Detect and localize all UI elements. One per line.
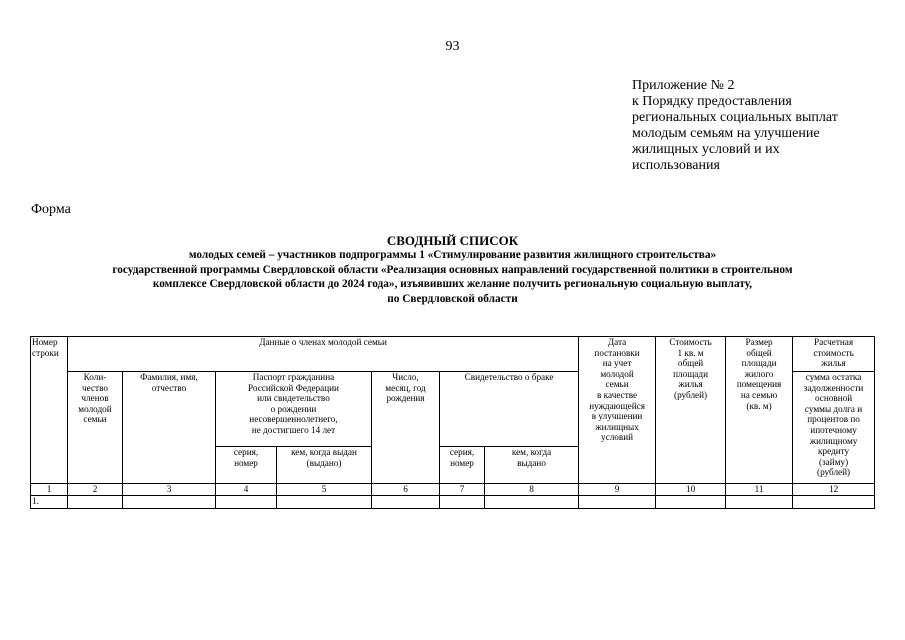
area-size-header: Размер общей площади жилого помещения на семью (кв. м) (726, 337, 793, 484)
column-number: 9 (579, 484, 656, 496)
table-cell (656, 496, 726, 509)
passport-header: Паспорт гражданина Российской Федерации или свидетельство о рождении несовершеннолетнего, не достигшего 14 лет (216, 372, 372, 447)
appendix-line: жилищных условий и их (632, 142, 780, 157)
appendix-line: региональных социальных выплат (632, 110, 838, 125)
table-cell (726, 496, 793, 509)
sqm-cost-header: Стоимость 1 кв. м общей площади жилья (рублей) (656, 337, 726, 484)
column-number: 1 (31, 484, 68, 496)
table-cell (579, 496, 656, 509)
title-subtitle-line: комплексе Свердловской области до 2024 года», изъявивших желание получить региональную социальную выплату, (152, 278, 753, 290)
column-number: 3 (123, 484, 216, 496)
title-subtitle-line: государственной программы Свердловской области «Реализация основных направлений государственной политики в строительном (112, 263, 793, 276)
column-number: 4 (216, 484, 277, 496)
marriage-issued-by-header: кем, когда выдано (485, 447, 579, 484)
passport-series-header: серия, номер (216, 447, 277, 484)
table-cell (68, 496, 123, 509)
summary-table (30, 336, 875, 509)
marriage-cert-header: Свидетельство о браке (440, 372, 579, 447)
table-cell (793, 496, 875, 509)
table-row (31, 496, 875, 509)
title-main: СВОДНЫЙ СПИСОК (386, 233, 519, 248)
column-number: 5 (277, 484, 372, 496)
appendix-line: Приложение № 2 (632, 78, 735, 93)
table-cell (372, 496, 440, 509)
column-number: 10 (656, 484, 726, 496)
member-count-header: Коли- чество членов молодой семьи (68, 372, 123, 484)
marriage-series-header: серия, номер (440, 447, 485, 484)
table-cell (123, 496, 216, 509)
family-data-header: Данные о членах молодой семьи (68, 337, 579, 372)
birth-date-header: Число, месяц, год рождения (372, 372, 440, 484)
row-number-cell: 1. (31, 496, 68, 509)
document-title (20, 233, 885, 306)
column-number: 12 (793, 484, 875, 496)
form-label: Форма (31, 202, 71, 217)
appendix-line: к Порядку предоставления (632, 94, 792, 109)
row-number-header: Номер строки (31, 337, 68, 484)
column-number: 6 (372, 484, 440, 496)
appendix-note (632, 78, 894, 174)
table-cell (440, 496, 485, 509)
appendix-line: молодым семьям на улучшение (632, 126, 820, 141)
column-number: 11 (726, 484, 793, 496)
column-number: 8 (485, 484, 579, 496)
appendix-line: использования (632, 158, 720, 173)
table-cell (277, 496, 372, 509)
table-cell (216, 496, 277, 509)
loan-balance-header: сумма остатка задолженности основной суммы долга и процентов по ипотечному жилищному кредиту (займу) (рублей) (793, 372, 875, 484)
passport-issued-by-header: кем, когда выдан (выдано) (277, 447, 372, 484)
estimated-cost-header: Расчетная стоимость жилья (793, 337, 875, 372)
column-number: 2 (68, 484, 123, 496)
registration-date-header: Дата постановки на учет молодой семьи в качестве нуждающейся в улучшении жилищных условий (579, 337, 656, 484)
title-subtitle-line: молодых семей – участников подпрограммы 1 «Стимулирование развития жилищного строительства» (188, 249, 717, 261)
title-subtitle-line: по Свердловской области (387, 292, 518, 305)
column-number: 7 (440, 484, 485, 496)
full-name-header: Фамилия, имя, отчество (123, 372, 216, 484)
page-number: 93 (445, 39, 460, 54)
table-cell (485, 496, 579, 509)
